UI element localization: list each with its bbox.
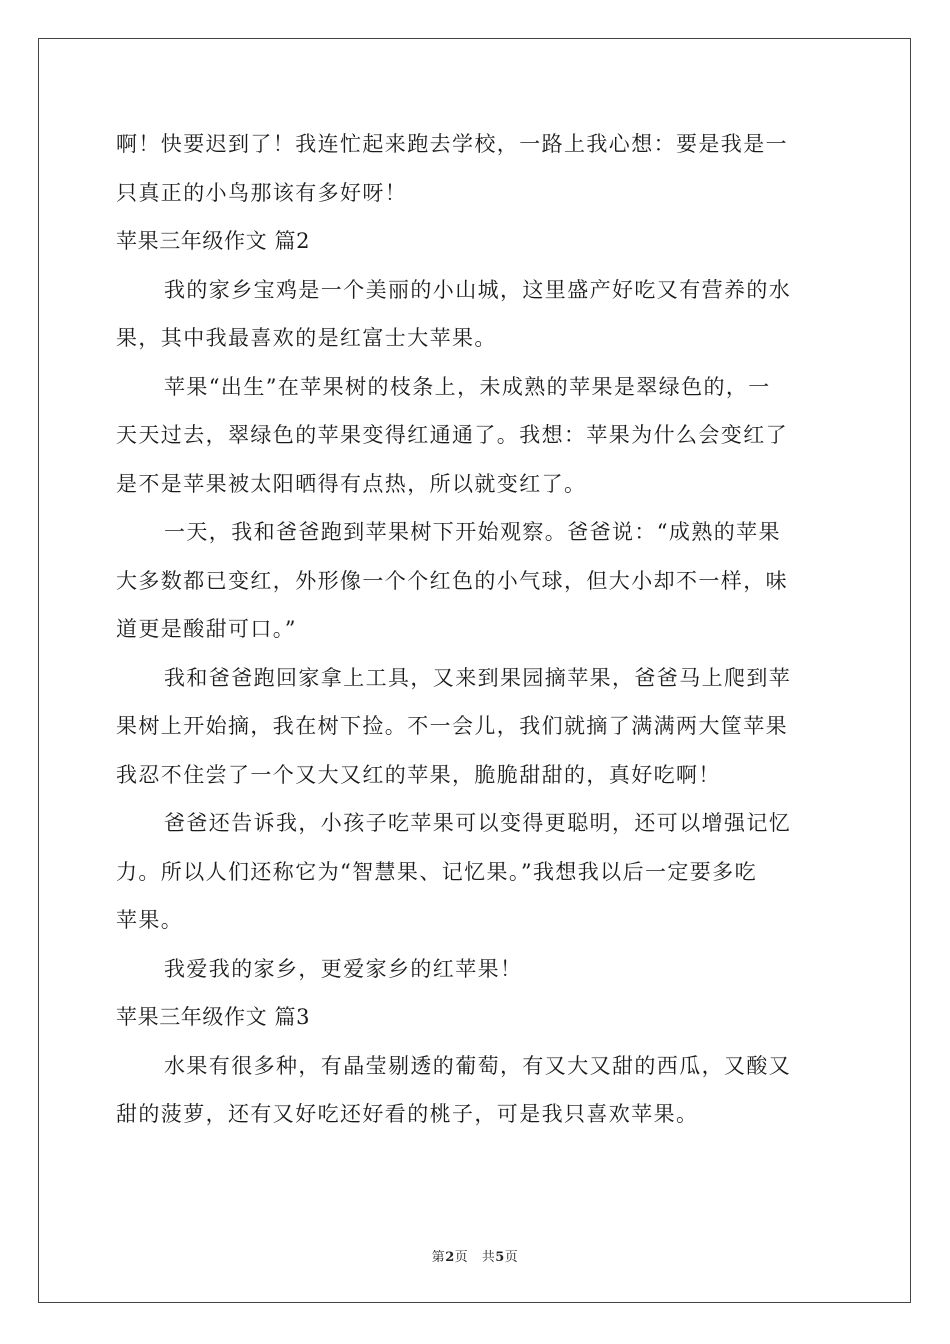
footer-current-page: 2 [445,1250,455,1265]
text-line-15: 爸爸还告诉我，小孩子吃苹果可以变得更聪明，还可以增强记忆 [164,811,792,835]
page-footer [0,1246,950,1265]
text-line-17: 苹果。 [116,908,184,932]
text-line-18: 我爱我的家乡，更爱家乡的红苹果！ [164,956,523,981]
section-heading-3: 苹果三年级作文 篇3 [116,1005,311,1029]
text-line-2: 只真正的小鸟那该有多好呀！ [116,180,408,205]
text-line-11: 道更是酸甜可口。” [116,617,297,641]
text-line-6: 苹果“出生”在苹果树的枝条上，未成熟的苹果是翠绿色的，一 [164,374,771,399]
text-line-10: 大多数都已变红，外形像一个个红色的小气球，但大小却不一样，味 [116,568,788,593]
document-body [116,120,836,1139]
text-line-20: 水果有很多种，有晶莹剔透的葡萄，有又大又甜的西瓜，又酸又 [164,1053,792,1078]
footer-prefix: 第 [431,1250,446,1265]
text-line-1: 啊！快要迟到了！我连忙起来跑去学校，一路上我心想：要是我是一 [116,132,788,156]
text-line-4: 我的家乡宝鸡是一个美丽的小山城，这里盛产好吃又有营养的水 [164,277,792,302]
footer-suffix: 页 [504,1250,519,1265]
section-heading-2: 苹果三年级作文 篇2 [116,229,311,253]
text-line-9: 一天，我和爸爸跑到苹果树下开始观察。爸爸说：“成熟的苹果 [164,520,781,544]
text-line-12: 我和爸爸跑回家拿上工具，又来到果园摘苹果，爸爸马上爬到苹 [164,665,792,690]
text-line-13: 果树上开始摘，我在树下捡。不一会儿，我们就摘了满满两大筐苹果 [116,714,788,738]
text-line-16: 力。所以人们还称它为“智慧果、记忆果。”我想我以后一定要多吃 [116,859,757,884]
text-line-7: 天天过去，翠绿色的苹果变得红通通了。我想：苹果为什么会变红了 [116,423,788,447]
text-line-8: 是不是苹果被太阳晒得有点热，所以就变红了。 [116,471,587,496]
text-line-5: 果，其中我最喜欢的是红富士大苹果。 [116,326,497,350]
text-line-21: 甜的菠萝，还有又好吃还好看的桃子，可是我只喜欢苹果。 [116,1102,699,1126]
footer-middle: 页 共 [454,1250,496,1265]
text-line-14: 我忍不住尝了一个又大又红的苹果，脆脆甜甜的，真好吃啊！ [116,762,721,787]
footer-total-pages: 5 [495,1250,505,1265]
